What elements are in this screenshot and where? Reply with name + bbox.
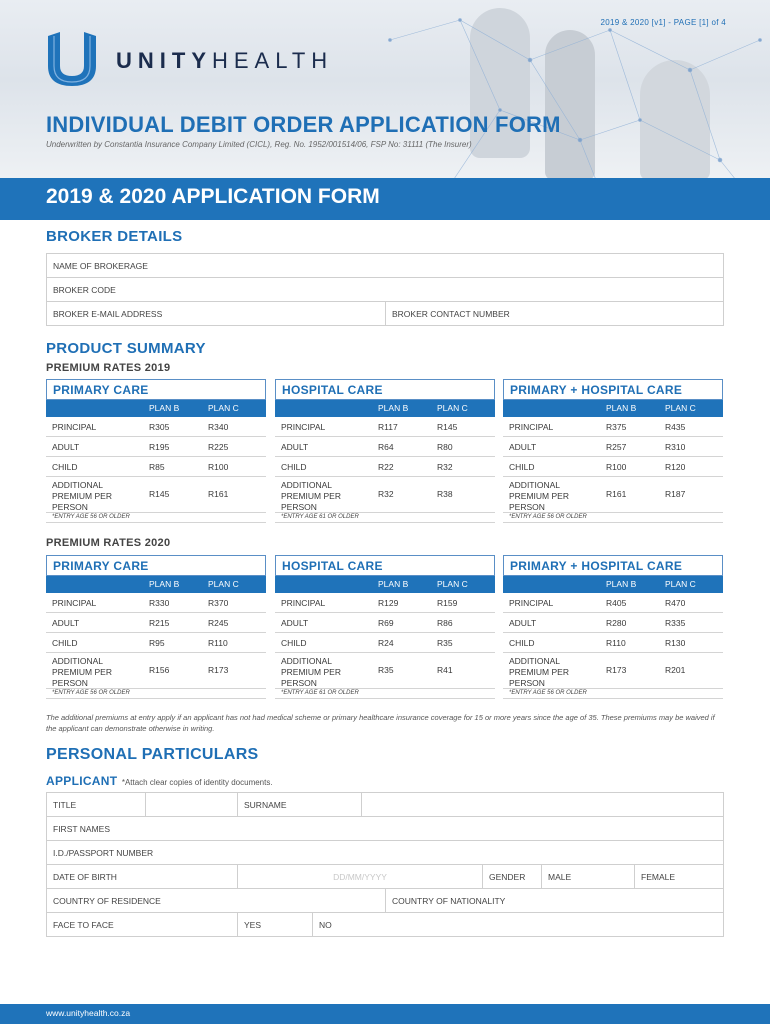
- member-type-label: PRINCIPAL: [509, 422, 554, 432]
- premium-row: [46, 417, 266, 437]
- plan-c-rate: R35: [437, 638, 453, 648]
- title-label: TITLE: [53, 799, 77, 810]
- plan-b-rate: R32: [378, 489, 394, 499]
- title-input[interactable]: [145, 792, 238, 817]
- plan-c-rate: R470: [665, 598, 686, 608]
- gender-female-option[interactable]: [634, 864, 724, 889]
- face-to-face-label: FACE TO FACE: [53, 919, 114, 930]
- plan-c-rate: R110: [208, 638, 228, 648]
- plan-b-rate: R195: [149, 442, 170, 452]
- member-type-label: ADDITIONAL PREMIUM PER PERSON: [281, 656, 341, 688]
- entry-age-note: *ENTRY AGE 56 OR OLDER: [503, 689, 723, 699]
- premium-row: [503, 457, 723, 477]
- premium-table: [275, 379, 495, 523]
- premium-rates-2020-heading: PREMIUM RATES 2020: [46, 537, 171, 549]
- member-type-label: CHILD: [509, 638, 535, 648]
- member-type-label: PRINCIPAL: [52, 422, 97, 432]
- page-indicator: 2019 & 2020 [v1] - PAGE [1] of 4: [600, 18, 726, 27]
- plan-header-row: [275, 400, 495, 417]
- title-label-cell: [46, 792, 146, 817]
- premium-table: [503, 555, 723, 699]
- member-type-label: PRINCIPAL: [52, 598, 97, 608]
- premium-table: [46, 555, 266, 699]
- form-title-band: [0, 178, 770, 220]
- plan-c-rate: R145: [437, 422, 458, 432]
- brand-wordmark: [116, 48, 333, 74]
- applicant-heading-row: [46, 772, 273, 790]
- premium-rates-2019-heading: PREMIUM RATES 2019: [46, 362, 171, 374]
- additional-premium-footnote: The additional premiums at entry apply if an applicant has not had medical scheme or primary healthcare insurance coverage for 15 or more years since the age of 35. These premiums may be waived if the applicant can demonstrate otherwise in writing.: [46, 713, 715, 733]
- plan-c-rate: R435: [665, 422, 686, 432]
- dob-label: DATE OF BIRTH: [53, 871, 117, 882]
- premium-row: [503, 633, 723, 653]
- premium-table-title: PRIMARY + HOSPITAL CARE: [503, 379, 723, 400]
- plan-c-rate: R130: [665, 638, 686, 648]
- plan-b-header: PLAN B: [149, 579, 180, 589]
- plan-b-rate: R22: [378, 462, 394, 472]
- country-of-nationality-field[interactable]: [385, 888, 724, 913]
- premium-row: [46, 653, 266, 689]
- nationality-label: COUNTRY OF NATIONALITY: [392, 895, 506, 906]
- broker-email-field[interactable]: [46, 301, 386, 326]
- premium-row: [46, 457, 266, 477]
- premium-table-title: HOSPITAL CARE: [275, 379, 495, 400]
- premium-row: [503, 653, 723, 689]
- plan-c-header: PLAN C: [208, 403, 239, 413]
- member-type-label: ADULT: [52, 442, 80, 452]
- member-type-label: CHILD: [509, 462, 535, 472]
- personal-particulars-heading: PERSONAL PARTICULARS: [46, 746, 259, 763]
- applicant-note: *Attach clear copies of identity documents.: [121, 778, 273, 787]
- plan-c-header: PLAN C: [665, 579, 696, 589]
- plan-b-rate: R161: [606, 489, 627, 499]
- premium-row: [275, 613, 495, 633]
- plan-c-header: PLAN C: [437, 579, 468, 589]
- premium-table: [503, 379, 723, 523]
- premium-row: [275, 417, 495, 437]
- plan-header-row: [503, 576, 723, 593]
- dob-label-cell: [46, 864, 238, 889]
- premium-table: [46, 379, 266, 523]
- member-type-label: PRINCIPAL: [509, 598, 554, 608]
- premium-row: [503, 593, 723, 613]
- plan-b-header: PLAN B: [606, 403, 637, 413]
- premium-row: [46, 633, 266, 653]
- plan-c-rate: R201: [665, 665, 686, 675]
- plan-b-rate: R24: [378, 638, 394, 648]
- plan-c-header: PLAN C: [208, 579, 239, 589]
- plan-c-rate: R100: [208, 462, 229, 472]
- plan-c-rate: R120: [665, 462, 686, 472]
- id-passport-field[interactable]: [46, 840, 724, 865]
- premium-row: [275, 457, 495, 477]
- member-type-label: ADULT: [281, 618, 309, 628]
- member-type-label: CHILD: [52, 638, 78, 648]
- member-type-label: ADULT: [509, 442, 537, 452]
- member-type-label: ADULT: [509, 618, 537, 628]
- plan-header-row: [46, 576, 266, 593]
- plan-b-rate: R95: [149, 638, 165, 648]
- plan-c-rate: R159: [437, 598, 458, 608]
- plan-b-rate: R305: [149, 422, 170, 432]
- plan-b-rate: R405: [606, 598, 627, 608]
- plan-c-header: PLAN C: [665, 403, 696, 413]
- plan-b-rate: R64: [378, 442, 394, 452]
- premium-table-title: PRIMARY CARE: [46, 379, 266, 400]
- female-label: FEMALE: [641, 871, 676, 882]
- face-to-face-no-option[interactable]: [312, 912, 724, 937]
- plan-c-rate: R335: [665, 618, 686, 628]
- broker-contact-label: BROKER CONTACT NUMBER: [392, 308, 510, 319]
- product-summary-heading: PRODUCT SUMMARY: [46, 340, 206, 357]
- plan-c-rate: R310: [665, 442, 686, 452]
- member-type-label: CHILD: [281, 638, 307, 648]
- page-title: INDIVIDUAL DEBIT ORDER APPLICATION FORM: [46, 112, 561, 137]
- premium-row: [46, 437, 266, 457]
- applicant-heading: APPLICANT: [46, 774, 118, 788]
- plan-b-header: PLAN B: [378, 579, 409, 589]
- surname-input[interactable]: [361, 792, 724, 817]
- entry-age-note: *ENTRY AGE 56 OR OLDER: [503, 513, 723, 523]
- brand-light: HEALTH: [212, 48, 334, 73]
- plan-b-rate: R100: [606, 462, 627, 472]
- gender-label: GENDER: [489, 871, 526, 882]
- entry-age-note: *ENTRY AGE 61 OR OLDER: [275, 513, 495, 523]
- plan-b-header: PLAN B: [149, 403, 180, 413]
- broker-code-field[interactable]: [46, 277, 724, 302]
- member-type-label: PRINCIPAL: [281, 598, 326, 608]
- brokerage-name-label: NAME OF BROKERAGE: [53, 260, 148, 271]
- plan-c-rate: R32: [437, 462, 453, 472]
- form-title: 2019 & 2020 APPLICATION FORM: [46, 185, 380, 208]
- plan-b-header: PLAN B: [606, 579, 637, 589]
- brand-bold: UNITY: [116, 48, 212, 73]
- broker-details-heading: BROKER DETAILS: [46, 228, 183, 245]
- first-names-label: FIRST NAMES: [53, 823, 110, 834]
- premium-table-title: PRIMARY + HOSPITAL CARE: [503, 555, 723, 576]
- plan-header-row: [275, 576, 495, 593]
- plan-b-rate: R117: [378, 422, 398, 432]
- plan-c-rate: R370: [208, 598, 229, 608]
- premium-row: [503, 613, 723, 633]
- country-of-residence-field[interactable]: [46, 888, 386, 913]
- no-label: NO: [319, 919, 332, 930]
- surname-label: SURNAME: [244, 799, 287, 810]
- plan-c-rate: R38: [437, 489, 453, 499]
- premium-table-title: HOSPITAL CARE: [275, 555, 495, 576]
- plan-b-header: PLAN B: [378, 403, 409, 413]
- plan-b-rate: R145: [149, 489, 170, 499]
- premium-row: [275, 633, 495, 653]
- plan-b-rate: R173: [606, 665, 627, 675]
- premium-row: [275, 653, 495, 689]
- plan-b-rate: R110: [606, 638, 626, 648]
- plan-header-row: [503, 400, 723, 417]
- plan-c-rate: R161: [208, 489, 229, 499]
- premium-row: [503, 477, 723, 513]
- premium-table: [275, 555, 495, 699]
- plan-c-rate: R187: [665, 489, 686, 499]
- plan-c-rate: R86: [437, 618, 453, 628]
- unityhealth-logo-icon: [44, 30, 100, 88]
- dob-placeholder: DD/MM/YYYY: [333, 871, 387, 882]
- plan-b-rate: R215: [149, 618, 170, 628]
- website-link[interactable]: www.unityhealth.co.za: [46, 1008, 131, 1018]
- premium-row: [46, 593, 266, 613]
- premium-row: [46, 477, 266, 513]
- plan-c-rate: R340: [208, 422, 229, 432]
- plan-c-rate: R173: [208, 665, 229, 675]
- member-type-label: PRINCIPAL: [281, 422, 326, 432]
- member-type-label: CHILD: [52, 462, 78, 472]
- gender-male-option[interactable]: [541, 864, 635, 889]
- plan-b-rate: R375: [606, 422, 627, 432]
- id-passport-label: I.D./PASSPORT NUMBER: [53, 847, 154, 858]
- surname-label-cell: [237, 792, 362, 817]
- member-type-label: ADDITIONAL PREMIUM PER PERSON: [52, 656, 112, 688]
- member-type-label: CHILD: [281, 462, 307, 472]
- plan-b-rate: R85: [149, 462, 165, 472]
- underwriter-note: Underwritten by Constantia Insurance Company Limited (CICL), Reg. No. 1952/001514/06, FSP No: 31111 (The Insurer): [46, 140, 472, 149]
- premium-row: [275, 477, 495, 513]
- plan-b-rate: R69: [378, 618, 394, 628]
- face-to-face-yes-option[interactable]: [237, 912, 313, 937]
- plan-c-rate: R41: [437, 665, 453, 675]
- plan-b-rate: R129: [378, 598, 399, 608]
- broker-email-label: BROKER E-MAIL ADDRESS: [53, 308, 163, 319]
- dob-input[interactable]: [237, 864, 483, 889]
- plan-c-rate: R80: [437, 442, 453, 452]
- plan-c-rate: R225: [208, 442, 229, 452]
- premium-row: [275, 437, 495, 457]
- plan-b-rate: R257: [606, 442, 627, 452]
- member-type-label: ADDITIONAL PREMIUM PER PERSON: [52, 480, 112, 512]
- entry-age-note: *ENTRY AGE 56 OR OLDER: [46, 513, 266, 523]
- plan-b-rate: R330: [149, 598, 170, 608]
- male-label: MALE: [548, 871, 572, 882]
- entry-age-note: *ENTRY AGE 56 OR OLDER: [46, 689, 266, 699]
- premium-row: [46, 613, 266, 633]
- premium-row: [503, 417, 723, 437]
- plan-c-header: PLAN C: [437, 403, 468, 413]
- member-type-label: ADDITIONAL PREMIUM PER PERSON: [281, 480, 341, 512]
- broker-code-label: BROKER CODE: [53, 284, 116, 295]
- brokerage-name-field[interactable]: [46, 253, 724, 278]
- plan-header-row: [46, 400, 266, 417]
- entry-age-note: *ENTRY AGE 61 OR OLDER: [275, 689, 495, 699]
- plan-c-rate: R245: [208, 618, 229, 628]
- footer-bar: [0, 1004, 770, 1024]
- member-type-label: ADDITIONAL PREMIUM PER PERSON: [509, 480, 569, 512]
- plan-b-rate: R280: [606, 618, 627, 628]
- plan-b-rate: R35: [378, 665, 394, 675]
- premium-row: [275, 593, 495, 613]
- premium-row: [503, 437, 723, 457]
- premium-table-title: PRIMARY CARE: [46, 555, 266, 576]
- gender-label-cell: [482, 864, 542, 889]
- face-to-face-label-cell: [46, 912, 238, 937]
- yes-label: YES: [244, 919, 262, 930]
- member-type-label: ADULT: [281, 442, 309, 452]
- member-type-label: ADDITIONAL PREMIUM PER PERSON: [509, 656, 569, 688]
- member-type-label: ADULT: [52, 618, 80, 628]
- residence-label: COUNTRY OF RESIDENCE: [53, 895, 161, 906]
- plan-b-rate: R156: [149, 665, 170, 675]
- first-names-field[interactable]: [46, 816, 724, 841]
- broker-contact-field[interactable]: [385, 301, 724, 326]
